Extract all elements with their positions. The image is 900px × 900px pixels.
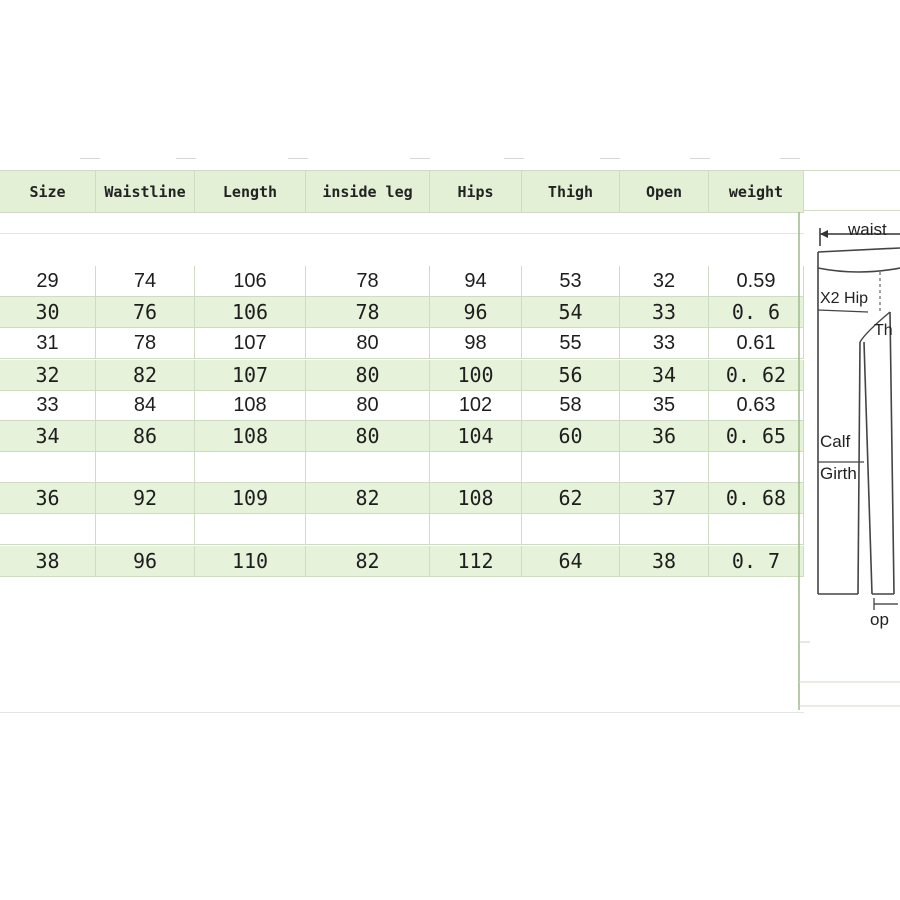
table-cell: 74 — [96, 266, 195, 296]
header-spacer — [804, 170, 900, 211]
table-cell: 62 — [522, 483, 620, 513]
table-cell: 56 — [522, 360, 620, 390]
blank-cell — [96, 452, 195, 482]
table-cell: 107 — [195, 328, 306, 358]
table-cell: 76 — [96, 297, 195, 327]
table-cell: 78 — [96, 328, 195, 358]
table-row — [0, 328, 804, 359]
table-cell: 36 — [0, 483, 96, 513]
table-cell: 94 — [430, 266, 522, 296]
table-cell: 78 — [306, 297, 430, 327]
table-cell: 30 — [0, 297, 96, 327]
table-cell: 0.63 — [709, 390, 804, 420]
table-cell: 96 — [430, 297, 522, 327]
table-cell: 80 — [306, 390, 430, 420]
table-cell: 33 — [620, 297, 709, 327]
blank-cell — [306, 452, 430, 482]
table-cell: 80 — [306, 421, 430, 451]
header-weight: weight — [709, 171, 804, 212]
table-cell: 53 — [522, 266, 620, 296]
table-cell: 33 — [0, 390, 96, 420]
header-length: Length — [195, 171, 306, 212]
table-row — [0, 297, 804, 328]
table-cell: 82 — [96, 360, 195, 390]
table-cell: 108 — [195, 390, 306, 420]
table-row — [0, 421, 804, 452]
blank-cell — [195, 514, 306, 544]
table-cell: 55 — [522, 328, 620, 358]
cropped-mark — [600, 158, 620, 165]
table-row — [0, 546, 804, 577]
table-cell: 32 — [0, 360, 96, 390]
table-row — [0, 483, 804, 514]
table-cell: 64 — [522, 546, 620, 576]
blank-cell — [306, 514, 430, 544]
blank-cell — [195, 452, 306, 482]
table-cell: 82 — [306, 546, 430, 576]
table-cell: 0. 7 — [709, 546, 804, 576]
table-cell: 108 — [430, 483, 522, 513]
table-cell: 102 — [430, 390, 522, 420]
table-cell: 32 — [620, 266, 709, 296]
table-cell: 80 — [306, 360, 430, 390]
table-cell: 78 — [306, 266, 430, 296]
table-cell: 107 — [195, 360, 306, 390]
table-cell: 92 — [96, 483, 195, 513]
table-cell: 38 — [0, 546, 96, 576]
table-cell: 31 — [0, 328, 96, 358]
table-cell: 84 — [96, 390, 195, 420]
table-cell: 96 — [96, 546, 195, 576]
blank-cell — [620, 452, 709, 482]
blank-cell — [0, 452, 96, 482]
cropped-mark — [504, 158, 524, 165]
table-cell: 60 — [522, 421, 620, 451]
diagram-label-waist: waist — [848, 220, 887, 239]
header-size: Size — [0, 171, 96, 212]
divider — [0, 712, 804, 713]
table-cell: 112 — [430, 546, 522, 576]
cropped-mark — [690, 158, 710, 165]
table-cell: 34 — [620, 360, 709, 390]
table-row — [0, 360, 804, 391]
table-row — [0, 266, 804, 297]
table-cell: 98 — [430, 328, 522, 358]
blank-row — [0, 514, 804, 545]
cropped-mark — [410, 158, 430, 165]
pants-measurement-diagram — [798, 212, 900, 710]
blank-cell — [0, 514, 96, 544]
table-cell: 0.61 — [709, 328, 804, 358]
blank-cell — [522, 514, 620, 544]
cropped-mark — [176, 158, 196, 165]
table-cell: 33 — [620, 328, 709, 358]
table-cell: 100 — [430, 360, 522, 390]
blank-cell — [620, 514, 709, 544]
table-cell: 0. 62 — [709, 360, 804, 390]
cropped-mark — [288, 158, 308, 165]
table-cell: 37 — [620, 483, 709, 513]
header-inside-leg: inside leg — [306, 171, 430, 212]
table-cell: 0. 6 — [709, 297, 804, 327]
table-header-row — [0, 170, 804, 213]
table-cell: 109 — [195, 483, 306, 513]
table-cell: 106 — [195, 266, 306, 296]
diagram-label-open: op — [870, 610, 889, 629]
blank-row — [0, 452, 804, 483]
header-hips: Hips — [430, 171, 522, 212]
cropped-mark — [80, 158, 100, 165]
blank-cell — [522, 452, 620, 482]
header-open: Open — [620, 171, 709, 212]
blank-cell — [430, 452, 522, 482]
diagram-label-girth: Girth — [820, 464, 857, 483]
divider — [0, 233, 804, 234]
table-cell: 54 — [522, 297, 620, 327]
table-cell: 0. 68 — [709, 483, 804, 513]
table-cell: 80 — [306, 328, 430, 358]
blank-cell — [709, 452, 804, 482]
blank-cell — [430, 514, 522, 544]
table-cell: 0.59 — [709, 266, 804, 296]
table-cell: 110 — [195, 546, 306, 576]
table-cell: 106 — [195, 297, 306, 327]
header-waistline: Waistline — [96, 171, 195, 212]
blank-cell — [709, 514, 804, 544]
table-cell: 86 — [96, 421, 195, 451]
table-cell: 82 — [306, 483, 430, 513]
diagram-label-hip: X2 Hip — [820, 290, 869, 307]
pants-outline-icon — [798, 212, 900, 710]
header-thigh: Thigh — [522, 171, 620, 212]
cropped-mark — [780, 158, 800, 165]
table-cell: 104 — [430, 421, 522, 451]
table-cell: 36 — [620, 421, 709, 451]
diagram-label-thigh: Th — [874, 322, 893, 339]
table-cell: 38 — [620, 546, 709, 576]
table-cell: 58 — [522, 390, 620, 420]
table-cell: 34 — [0, 421, 96, 451]
table-cell: 29 — [0, 266, 96, 296]
blank-cell — [96, 514, 195, 544]
table-row — [0, 390, 804, 421]
diagram-label-calf: Calf — [820, 432, 851, 451]
table-cell: 108 — [195, 421, 306, 451]
table-cell: 0. 65 — [709, 421, 804, 451]
table-cell: 35 — [620, 390, 709, 420]
